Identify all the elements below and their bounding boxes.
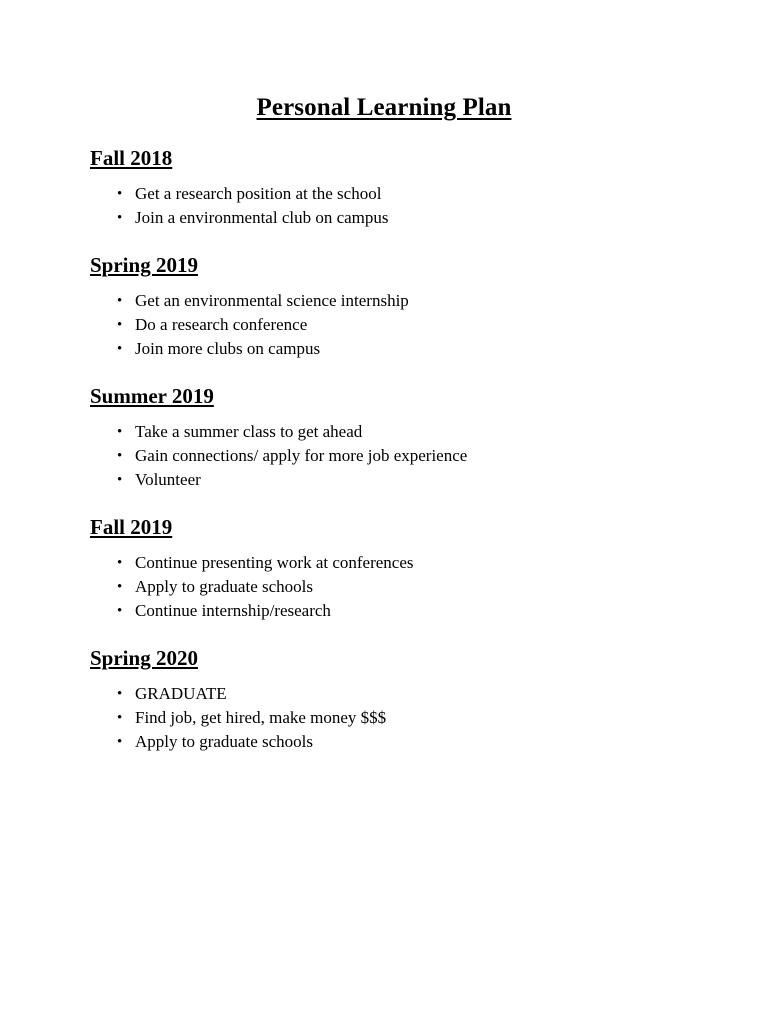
section-heading xyxy=(0,123,768,170)
section-heading-text: Spring 2019 xyxy=(90,252,198,277)
section-heading-text: Summer 2019 xyxy=(90,383,214,408)
list-item xyxy=(0,551,768,575)
list-item xyxy=(0,706,768,730)
list-item-text: Do a research conference xyxy=(135,314,308,334)
section-heading xyxy=(0,230,768,277)
list-item-text: Gain connections/ apply for more job experience xyxy=(135,446,468,466)
list-item-text: Join a environmental club on campus xyxy=(135,207,389,227)
section-list xyxy=(0,123,768,754)
bullet-icon: • xyxy=(117,686,123,703)
section-heading xyxy=(0,361,768,408)
section-heading-text: Spring 2020 xyxy=(90,646,198,671)
section xyxy=(0,123,768,230)
list-item xyxy=(0,313,768,337)
list-item-text: Continue presenting work at conferences xyxy=(135,553,414,573)
list-item xyxy=(0,575,768,599)
section-heading-text: Fall 2018 xyxy=(90,145,173,170)
bullet-icon: • xyxy=(117,555,123,572)
bullet-icon: • xyxy=(117,340,123,357)
bullet-icon: • xyxy=(117,472,123,489)
bullet-icon: • xyxy=(117,316,123,333)
bullet-icon: • xyxy=(117,734,123,751)
list-item-text: Join more clubs on campus xyxy=(135,338,321,358)
list-item-text: Get an environmental science internship xyxy=(135,290,409,310)
bullet-icon: • xyxy=(117,209,123,226)
list-item xyxy=(0,730,768,754)
list-item-text: Apply to graduate schools xyxy=(135,577,313,597)
list-item xyxy=(0,206,768,230)
section xyxy=(0,361,768,492)
bullet-icon: • xyxy=(117,603,123,620)
bullet-icon: • xyxy=(117,292,123,309)
list-item xyxy=(0,289,768,313)
list-item-text: Apply to graduate schools xyxy=(135,732,313,752)
list-item xyxy=(0,337,768,361)
bullet-list xyxy=(0,408,768,492)
section xyxy=(0,230,768,361)
bullet-icon: • xyxy=(117,185,123,202)
list-item xyxy=(0,420,768,444)
bullet-list xyxy=(0,539,768,623)
bullet-icon: • xyxy=(117,448,123,465)
list-item xyxy=(0,444,768,468)
bullet-list xyxy=(0,277,768,361)
bullet-icon: • xyxy=(117,579,123,596)
page-title xyxy=(0,0,768,123)
list-item xyxy=(0,682,768,706)
section-heading xyxy=(0,492,768,539)
list-item xyxy=(0,599,768,623)
section-heading-text: Fall 2019 xyxy=(90,515,173,540)
list-item-text: GRADUATE xyxy=(135,684,227,704)
section-heading xyxy=(0,623,768,670)
list-item-text: Get a research position at the school xyxy=(135,183,382,203)
section xyxy=(0,623,768,754)
bullet-list xyxy=(0,170,768,230)
list-item-text: Take a summer class to get ahead xyxy=(135,422,363,442)
list-item-text: Continue internship/research xyxy=(135,601,331,621)
list-item xyxy=(0,182,768,206)
list-item-text: Find job, get hired, make money $$$ xyxy=(135,708,387,728)
section xyxy=(0,492,768,623)
bullet-icon: • xyxy=(117,424,123,441)
page-title-text: Personal Learning Plan xyxy=(256,94,512,121)
list-item-text: Volunteer xyxy=(135,470,201,490)
list-item xyxy=(0,468,768,492)
bullet-icon: • xyxy=(117,710,123,727)
bullet-list xyxy=(0,670,768,754)
